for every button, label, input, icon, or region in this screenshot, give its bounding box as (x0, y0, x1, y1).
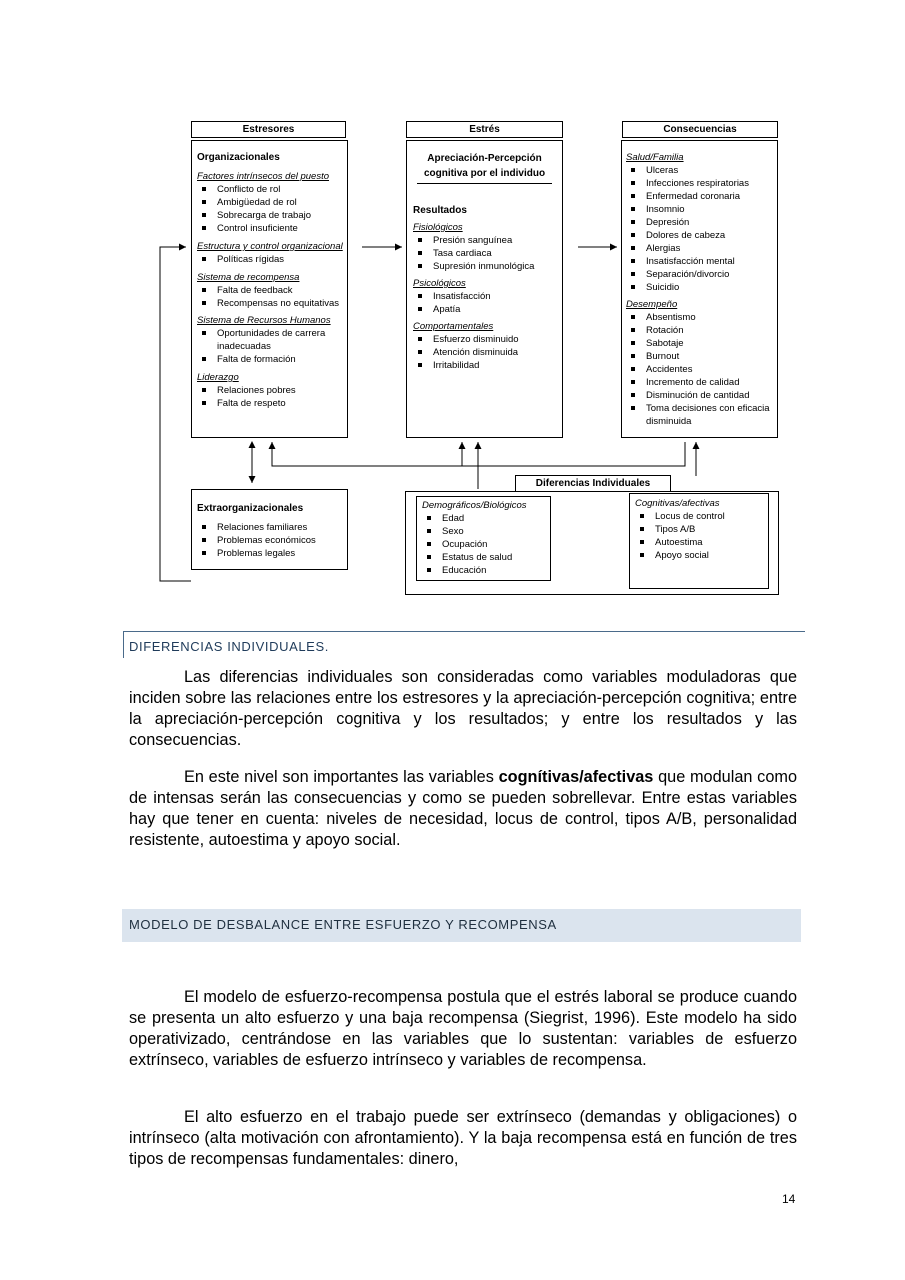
resultados-title: Resultados (413, 205, 467, 216)
list-item: Sabotaje (626, 337, 773, 350)
list-item: Educación (422, 564, 550, 577)
organizacionales-box (191, 140, 348, 438)
demograficos-label: Demográficos/Biológicos (422, 500, 527, 511)
list-item: Ocupación (422, 538, 550, 551)
list-item: Disminución de cantidad (626, 389, 773, 402)
organizacionales-title: Organizacionales (197, 152, 280, 163)
recompensa-label: Sistema de recompensa (197, 272, 300, 283)
estres-box (406, 140, 563, 438)
rrhh-label: Sistema de Recursos Humanos (197, 315, 331, 326)
paragraph-diferencias-2 (129, 767, 797, 851)
paragraph-desbalance-2: El alto esfuerzo en el trabajo puede ser extrínseco (demandas y obligaciones) o intrínseco (alta motivación con afrontamiento). Y la baja recompensa está en función de tres tipos de recompensas fundamentales: dinero, (129, 1108, 797, 1168)
list-item: Esfuerzo disminuido (413, 333, 556, 346)
list-item: Tasa cardiaca (413, 247, 556, 260)
list-item: Apatía (413, 303, 556, 316)
list-item: Falta de formación (197, 353, 347, 366)
estructura-list (197, 253, 347, 266)
list-item: Sobrecarga de trabajo (197, 209, 347, 222)
list-item: Conflicto de rol (197, 183, 347, 196)
psicologicos-list (413, 290, 556, 316)
comportamentales-label: Comportamentales (413, 321, 494, 332)
list-item: Relaciones familiares (197, 521, 347, 534)
header-diferencias: Diferencias Individuales (515, 475, 671, 492)
list-item: Supresión inmunológica (413, 260, 556, 273)
list-item: Incremento de calidad (626, 376, 773, 389)
list-item: Separación/divorcio (626, 268, 773, 281)
list-item: Sexo (422, 525, 550, 538)
list-item: Suicidio (626, 281, 773, 294)
list-item: Depresión (626, 216, 773, 229)
desempeno-label: Desempeño (626, 299, 678, 310)
list-item: Recompensas no equitativas (197, 297, 347, 310)
list-item: Ulceras (626, 164, 773, 177)
liderazgo-label: Liderazgo (197, 372, 239, 383)
cognitivas-list (635, 510, 768, 562)
paragraph-diferencias-1: Las diferencias individuales son consideradas como variables moduladoras que inciden sobre las relaciones entre los estresores y la apreciación-percepción cognitiva; entre la apreciación-percepción cognitiva y los resultados; y entre los resultados y las consecuencias. (129, 668, 797, 749)
extraorganizacionales-list (197, 521, 347, 560)
header-estres: Estrés (406, 121, 563, 138)
list-item: Insomnio (626, 203, 773, 216)
list-item: Oportunidades de carrera inadecuadas (197, 327, 327, 353)
fisiologicos-label: Fisiológicos (413, 222, 463, 233)
list-item: Apoyo social (635, 549, 768, 562)
list-item: Falta de respeto (197, 397, 347, 410)
page-number: 14 (782, 1192, 796, 1206)
desempeno-list (626, 311, 773, 428)
list-item: Insatisfacción (413, 290, 556, 303)
extraorganizacionales-box (191, 489, 348, 570)
header-consecuencias: Consecuencias (622, 121, 778, 138)
paragraph-text: que modulan como de intensas serán las consecuencias y como se pueden sobrellevar. Entre estas variables hay que tener en cuenta: niveles de necesidad, locus de control, tipos A/B, personalidad resistente, autoestima y apoyo social. (129, 768, 797, 849)
list-item: Toma decisiones con eficacia disminuida (626, 402, 773, 428)
salud-list (626, 164, 773, 294)
factores-list (197, 183, 347, 235)
consecuencias-box (621, 140, 778, 438)
section-heading-desbalance: MODELO DE DESBALANCE ENTRE ESFUERZO Y RECOMPENSA (122, 909, 801, 942)
list-item: Falta de feedback (197, 284, 347, 297)
list-item: Insatisfacción mental (626, 255, 773, 268)
list-item: Rotación (626, 324, 773, 337)
cognitivas-label: Cognitivas/afectivas (635, 498, 720, 509)
demograficos-box (416, 496, 551, 581)
list-item: Problemas económicos (197, 534, 347, 547)
list-item: Irritabilidad (413, 359, 556, 372)
apreciacion-title: Apreciación-Percepción cognitiva por el individuo (417, 151, 552, 184)
list-item: Atención disminuida (413, 346, 556, 359)
list-item: Políticas rígidas (197, 253, 347, 266)
list-item: Presión sanguínea (413, 234, 556, 247)
recompensa-list (197, 284, 347, 310)
list-item: Ambigüedad de rol (197, 196, 347, 209)
list-item: Locus de control (635, 510, 768, 523)
paragraph-text: En este nivel son importantes las variables (184, 768, 499, 786)
section-heading-diferencias: DIFERENCIAS INDIVIDUALES. (123, 631, 805, 658)
list-item: Accidentes (626, 363, 773, 376)
fisiologicos-list (413, 234, 556, 273)
list-item: Dolores de cabeza (626, 229, 773, 242)
list-item: Alergias (626, 242, 773, 255)
cognitivas-box (629, 493, 769, 589)
rrhh-list (197, 327, 347, 366)
factores-label: Factores intrínsecos del puesto (197, 171, 330, 182)
salud-label: Salud/Familia (626, 152, 684, 163)
extraorganizacionales-title: Extraorganizacionales (197, 503, 304, 514)
liderazgo-list (197, 384, 347, 410)
comportamentales-list (413, 333, 556, 372)
paragraph-desbalance-1: El modelo de esfuerzo-recompensa postula que el estrés laboral se produce cuando se presenta un alto esfuerzo y una baja recompensa (Siegrist, 1996). Este modelo ha sido operativizado, centrándose en las variables que lo sustentan: variables de esfuerzo extrínseco, variables de esfuerzo intrínseco y variables de recompensa. (129, 988, 797, 1069)
list-item: Relaciones pobres (197, 384, 347, 397)
list-item: Enfermedad coronaria (626, 190, 773, 203)
list-item: Autoestima (635, 536, 768, 549)
demograficos-list (422, 512, 550, 577)
header-estresores: Estresores (191, 121, 346, 138)
list-item: Absentismo (626, 311, 773, 324)
list-item: Burnout (626, 350, 773, 363)
list-item: Edad (422, 512, 550, 525)
bold-term: cognítivas/afectivas (498, 768, 654, 786)
psicologicos-label: Psicológicos (413, 278, 466, 289)
list-item: Control insuficiente (197, 222, 347, 235)
list-item: Tipos A/B (635, 523, 768, 536)
estructura-label: Estructura y control organizacional (197, 241, 343, 252)
list-item: Estatus de salud (422, 551, 550, 564)
list-item: Infecciones respiratorias (626, 177, 773, 190)
list-item: Problemas legales (197, 547, 347, 560)
